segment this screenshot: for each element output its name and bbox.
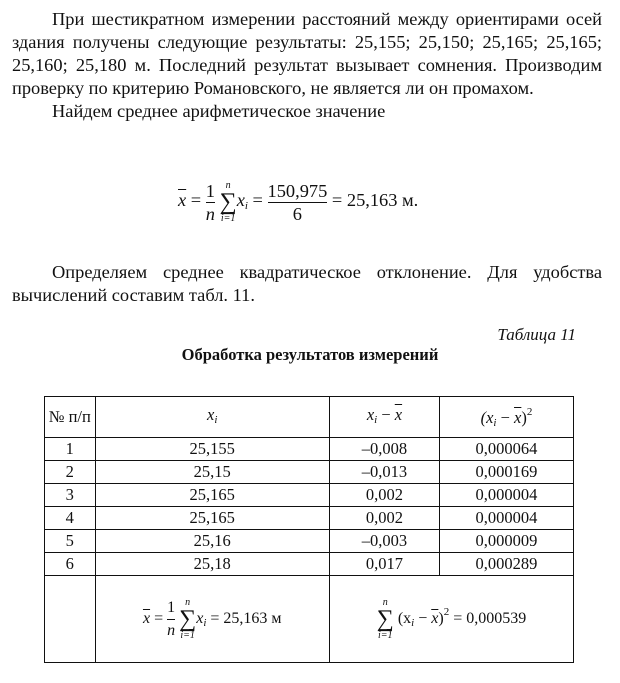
results-table: [44, 396, 574, 663]
table-row: [45, 438, 574, 461]
cell-xi: 25,165: [95, 507, 329, 530]
summary-sum-result: = 0,000539: [453, 609, 527, 627]
xbar-symbol: $\overline{x}$: [178, 190, 187, 211]
table-row: [45, 461, 574, 484]
sigma-icon: ∑: [219, 189, 237, 215]
value-numerator: 150,975: [267, 180, 328, 201]
sum-lower-limit: i=1: [220, 213, 236, 224]
value-fraction: [268, 181, 328, 224]
header-num: № п/п: [45, 397, 96, 438]
intro-text: При шестикратном измерении расстояний между ориентирами осей здания получены следующие результаты: 25,155; 25,150; 25,165; 25,165; 25,160; 25,180 м. Последний результат вызывает сомнения. Производим проверку по критерию Романовского, не является ли он промахом.: [12, 9, 602, 98]
table-row: [45, 484, 574, 507]
table-row: [45, 530, 574, 553]
cell-xi: 25,155: [95, 438, 329, 461]
summary-sum-formula: n ∑ i=1 $(x_i - \overline{x})^2 = 0,000539$: [329, 576, 573, 663]
cell-dev: 0,017: [329, 553, 439, 576]
std-text: Определяем среднее квадратическое отклонение. Для удобства вычислений составим табл. 11.: [12, 262, 602, 305]
mean-sentence: Найдем среднее арифметическое значение: [52, 101, 386, 121]
mean-formula: [178, 180, 418, 224]
cell-xi: 25,15: [95, 461, 329, 484]
header-squared-deviation: $(x_i - \overline{x})^2$: [439, 397, 573, 438]
mean-result: = 25,163 м.: [331, 190, 419, 211]
table-title: Обработка результатов измерений: [181, 345, 439, 364]
fraction-bar: [206, 202, 215, 203]
summary-mean-formula: $\overline{x}$ = $\frac{1}{n}$ n ∑ i=1 $x_i = 25,163$ м: [95, 576, 329, 663]
table-header-row: [45, 397, 574, 438]
cell-sq: 0,000004: [439, 507, 573, 530]
cell-xi: 25,18: [95, 553, 329, 576]
header-deviation: $x_i - \overline{x}$: [329, 397, 439, 438]
x-i-subscript: i: [244, 200, 248, 213]
cell-num: 5: [45, 530, 96, 553]
cell-dev: 0,002: [329, 484, 439, 507]
summary-empty-cell: [45, 576, 96, 663]
cell-sq: 0,000064: [439, 438, 573, 461]
cell-sq: 0,000004: [439, 484, 573, 507]
cell-num: 2: [45, 461, 96, 484]
cell-dev: 0,002: [329, 507, 439, 530]
cell-dev: –0,003: [329, 530, 439, 553]
sigma-icon: ∑: [179, 606, 197, 632]
table-row: [45, 553, 574, 576]
value-denominator: 6: [292, 203, 302, 224]
sigma-icon: ∑: [376, 606, 394, 632]
summary-mean-result: = 25,163 м: [210, 609, 282, 627]
cell-num: 3: [45, 484, 96, 507]
intro-paragraph: [12, 8, 602, 123]
value-fraction-bar: [268, 202, 328, 203]
cell-num: 4: [45, 507, 96, 530]
equals-sign: =: [190, 190, 202, 211]
cell-dev: –0,013: [329, 461, 439, 484]
table-summary-row: [45, 576, 574, 663]
sum-upper-limit: n: [225, 180, 231, 191]
fraction-denominator-n: n: [205, 203, 215, 224]
cell-xi: 25,16: [95, 530, 329, 553]
table-label: Таблица 11: [497, 325, 576, 344]
std-paragraph: [12, 261, 602, 307]
equals-sign-2: =: [252, 190, 263, 211]
header-xi: $x_i$: [95, 397, 329, 438]
cell-num: 1: [45, 438, 96, 461]
sum-operator: [220, 180, 237, 224]
one-over-n: [206, 181, 215, 224]
table-row: [45, 507, 574, 530]
fraction-numerator-one: 1: [205, 180, 215, 201]
x-i-symbol: x: [236, 190, 245, 211]
cell-xi: 25,165: [95, 484, 329, 507]
cell-sq: 0,000009: [439, 530, 573, 553]
cell-sq: 0,000289: [439, 553, 573, 576]
cell-num: 6: [45, 553, 96, 576]
cell-sq: 0,000169: [439, 461, 573, 484]
cell-dev: –0,008: [329, 438, 439, 461]
